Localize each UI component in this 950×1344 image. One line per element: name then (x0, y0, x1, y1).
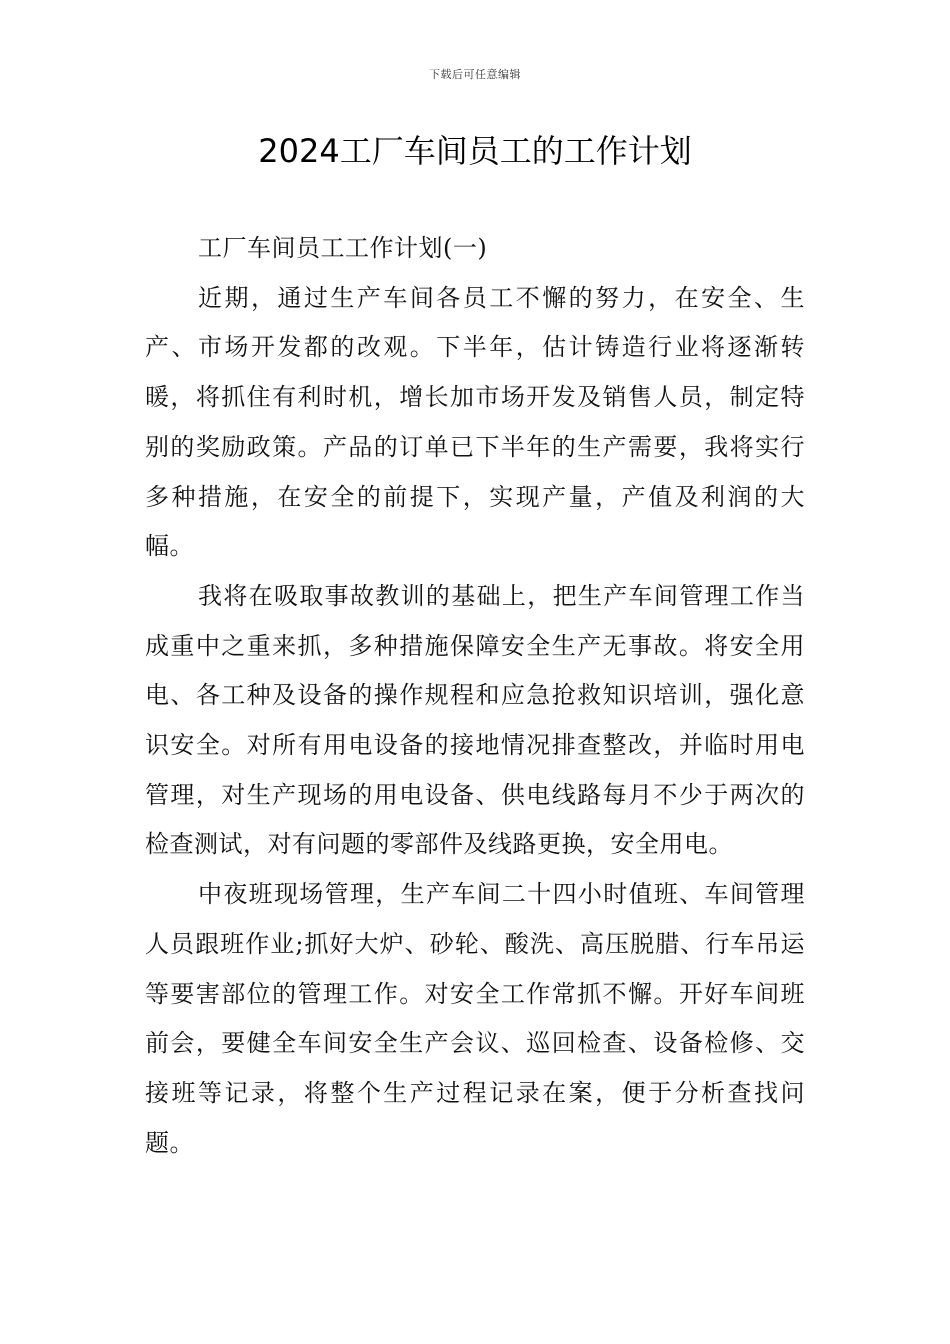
paragraph-2: 我将在吸取事故教训的基础上，把生产车间管理工作当成重中之重来抓，多种措施保障安全生产无事故。将安全用电、各工种及设备的操作规程和应急抢救知识培训，强化意识安全。对所有用电设备的接地情况排查整改，并临时用电管理，对生产现场的用电设备、供电线路每月不少于两次的检查测试，对有问题的零部件及线路更换，安全用电。 (145, 581, 805, 859)
paragraph-3: 中夜班现场管理，生产车间二十四小时值班、车间管理人员跟班作业;抓好大炉、砂轮、酸洗、高压脱腊、行车吊运等要害部位的管理工作。对安全工作常抓不懈。开好车间班前会，要健全车间安全生产会议、巡回检查、设备检修、交接班等记录，将整个生产过程记录在案，便于分析查找问题。 (145, 880, 805, 1157)
header-note: 下载后可任意编辑 (429, 68, 521, 81)
paragraph-1: 近期，通过生产车间各员工不懈的努力，在安全、生产、市场开发都的改观。下半年，估计铸造行业将逐渐转暖，将抓住有利时机，增长加市场开发及销售人员，制定特别的奖励政策。产品的订单已下半年的生产需要，我将实行多种措施，在安全的前提下，实现产量，产值及利润的大幅。 (145, 283, 805, 561)
section-title: 工厂车间员工工作计划(一) (198, 234, 488, 262)
document-body (145, 224, 805, 1168)
document-title: 2024工厂车间员工的工作计划 (258, 132, 692, 170)
